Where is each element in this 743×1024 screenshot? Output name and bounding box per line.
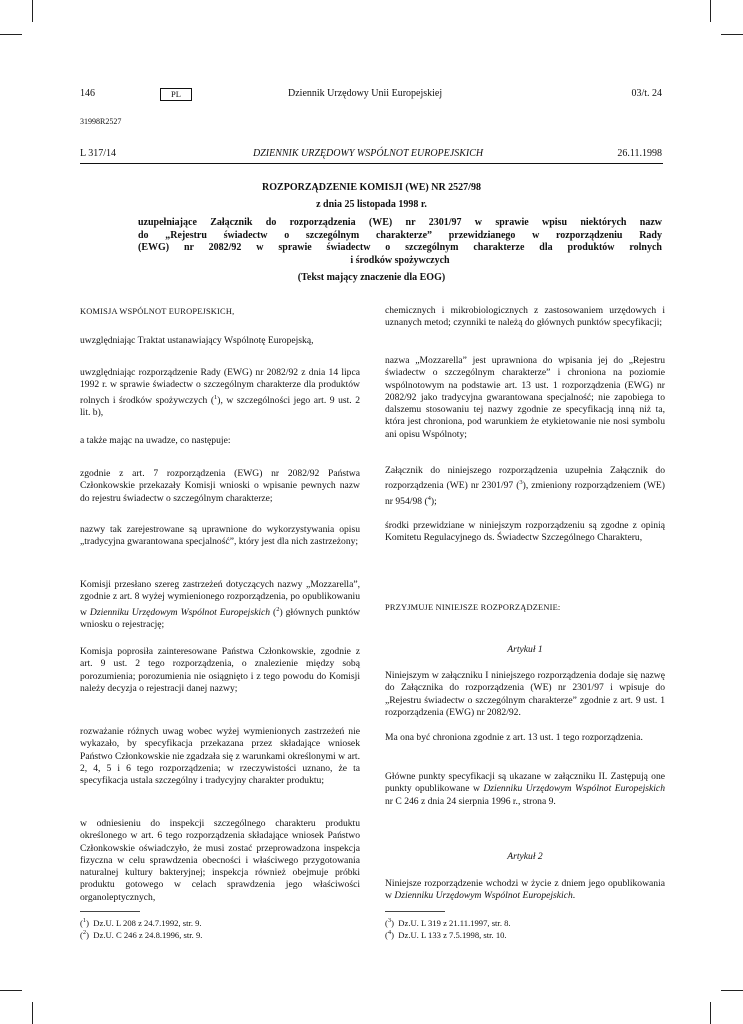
recital: Komisja poprosiła zainteresowane Państwa Członkowskie, zgodnie z art. 9 ust. 2 tego rozporządzenia, o znalezienie między sobą porozumienia; porozumienia nie osiągnięto i z tego powodu do Komisji należy decyzja o rejestracji danej nazwy; (80, 646, 360, 694)
footnote: ($^3$) Dz.U. L 319 z 21.11.1997, str. 8. (385, 917, 511, 928)
crop-mark (0, 990, 22, 991)
article-paragraph: Niniejsze rozporządzenie wchodzi w życie z dniem jego opublikowania w Dzienniku Urzędowym Wspólnot Europejskich. (385, 878, 665, 902)
language-badge: PL (160, 88, 192, 101)
crop-mark (32, 1002, 33, 1024)
recital: uwzględniając Traktat ustanawiający Wspólnotę Europejską, (80, 335, 314, 346)
footnote-ref[interactable]: 4 (427, 494, 431, 502)
page-number: 146 (80, 88, 95, 99)
issuing-body: KOMISJA WSPÓLNOT EUROPEJSKICH, (80, 307, 235, 316)
article-paragraph: Główne punkty specyfikacji są ukazane w załączniku II. Zastępują one punkty opublikowane w Dzienniku Urzędowym Wspólnot Europejskich nr C 246 z dnia 24 sierpnia 1996 r., strona 9. (385, 771, 665, 807)
recital: uwzględniając rozporządzenie Rady (EWG) nr 2082/92 z dnia 14 lipca 1992 r. w sprawie świadectw o szczególnym charakterze dla produktów rolnych i środków spożywczych ($^1$), w szczególności jego art. 9 ust. 2 lit. b), (80, 367, 360, 419)
subject-line: i środków spożywczych (350, 254, 450, 266)
crop-mark (721, 34, 743, 35)
header-rule (80, 163, 663, 164)
recital: a także mając na uwadze, co następuje: (80, 435, 231, 446)
crop-mark (0, 34, 22, 35)
recital: Komisji przesłano szereg zastrzeżeń dotyczących nazwy „Mozzarella”, zgodnie z art. 8 wyżej wymienionego rozporządzenia, po opublikowaniu w Dzienniku Urzędowym Wspólnot Europejskich ($^2$) głównych punktów wniosku o rejestrację; (80, 579, 361, 631)
footnote-rule (385, 911, 445, 912)
crop-mark (32, 0, 33, 22)
regulation-date: z dnia 25 listopada 1998 r. (316, 199, 427, 210)
subject-line: (EWG) nr 2082/92 w sprawie świadectw o szczególnym charakterze dla produktów rolnych (138, 242, 662, 254)
footnote: ($^1$) Dz.U. L 208 z 24.7.1992, str. 9. (80, 917, 202, 928)
recital: nazwa „Mozzarella” jest uprawniona do wpisania jej do „Rejestru świadectw o szczególnym charakterze” i chroniona na poziomie wspólnotowym na podstawie art. 13 ust. 1 rozporządzenia (EWG) nr 2082/92 jako tradycyjna gwarantowana specjalność; nie zapobiega to dalszemu stosowaniu tej nazwy zgodnie ze specyfikacją inną niż ta, która jest chroniona, pod warunkiem że etykietowanie nie nosi symbolu ani opisu Wspólnoty; (385, 355, 665, 440)
recital: chemicznych i mikrobiologicznych z zastosowaniem urzędowych i uznanych metod; czynniki te należą do głównych punktów specyfikacji; (385, 305, 665, 329)
oj-journal-title: DZIENNIK URZĘDOWY WSPÓLNOT EUROPEJSKICH (253, 148, 484, 159)
footnote: ($^2$) Dz.U. C 246 z 24.8.1996, str. 9. (80, 929, 203, 940)
footnote-rule (80, 911, 140, 912)
regulation-title: ROZPORZĄDZENIE KOMISJI (WE) NR 2527/98 (262, 182, 481, 193)
oj-date: 26.11.1998 (617, 148, 662, 159)
crop-mark (710, 0, 711, 22)
journal-title: Dziennik Urzędowy Unii Europejskiej (288, 88, 443, 99)
crop-mark (721, 990, 743, 991)
oj-reference: L 317/14 (80, 148, 117, 159)
recital: nazwy tak zarejestrowane są uprawnione do wykorzystywania opisu „tradycyjna gwarantowana specjalność”, który jest dla nich zastrzeżony; (80, 524, 360, 548)
subject-line: do „Rejestru świadectw o szczególnym charakterze” przewidzianego w rozporządzeniu Rady (138, 229, 662, 241)
footnote-ref[interactable]: 3 (519, 479, 523, 487)
subject-line: uzupełniające Załącznik do rozporządzenia (WE) nr 2301/97 w sprawie wpisu niektórych nazw (138, 217, 662, 228)
article-heading: Artykuł 2 (507, 851, 543, 862)
eea-relevance: (Tekst mający znaczenie dla EOG) (297, 272, 446, 283)
footnote-ref[interactable]: 1 (214, 393, 218, 401)
recital: zgodnie z art. 7 rozporządzenia (EWG) nr 2082/92 Państwa Członkowskie przekazały Komisji wnioski o wpisanie pewnych nazw do rejestru świadectw o szczególnym charakterze; (80, 468, 360, 504)
footnote: ($^4$) Dz.U. L 133 z 7.5.1998, str. 10. (385, 929, 507, 940)
article-paragraph: Ma ona być chroniona zgodnie z art. 13 ust. 1 tego rozporządzenia. (385, 732, 643, 743)
article-paragraph: Niniejszym w załączniku I niniejszego rozporządzenia dodaje się nazwę do Załącznika do rozporządzenia (WE) nr 2301/97 i wpisuje do „Rejestru świadectw o szczególnym charakterze” zgodnie z art. 9 ust. 1 rozporządzenia (EWG) nr 2082/92. (385, 670, 665, 718)
recital: Załącznik do niniejszego rozporządzenia uzupełnia Załącznik do rozporządzenia (WE) nr 2301/97 ($^3$), zmieniony rozporządzeniem (WE) nr 954/98 ($^4$); (385, 465, 665, 507)
recital: rozważanie różnych uwag wobec wyżej wymienionych zastrzeżeń nie wykazało, by specyfikacja przekazana przez składające wniosek Państwo Członkowskie nie zgadzała się z warunkami określonymi w art. 2, 4, 5 i 6 tego rozporządzenia; w rzeczywistości uznano, że ta specyfikacja ustala szczególny i tradycyjny charakter produktu; (80, 726, 360, 787)
footnote-ref[interactable]: 2 (276, 605, 280, 613)
enacting-formula: PRZYJMUJE NINIEJSZE ROZPORZĄDZENIE: (385, 603, 561, 612)
article-heading: Artykuł 1 (507, 644, 543, 655)
crop-mark (710, 1002, 711, 1024)
volume-label: 03/t. 24 (631, 88, 662, 99)
recital: w odniesieniu do inspekcji szczególnego charakteru produktu określonego w art. 6 tego rozporządzenia składające wniosek Państwo Członkowskie oświadczyło, że musi zostać przeprowadzona inspekcja fizyczna w celu sprawdzenia obecności i właściwego przygotowania naturalnej kultury bakteryjnej; inspekcja również obejmuje próbki produktu gotowego w celach sprawdzenia jego właściwości organoleptycznych, (80, 818, 360, 903)
recital: środki przewidziane w niniejszym rozporządzeniu są zgodne z opinią Komitetu Regulacyjnego ds. Świadectw Szczególnego Charakteru, (385, 520, 665, 544)
celex-number: 31998R2527 (80, 117, 122, 126)
